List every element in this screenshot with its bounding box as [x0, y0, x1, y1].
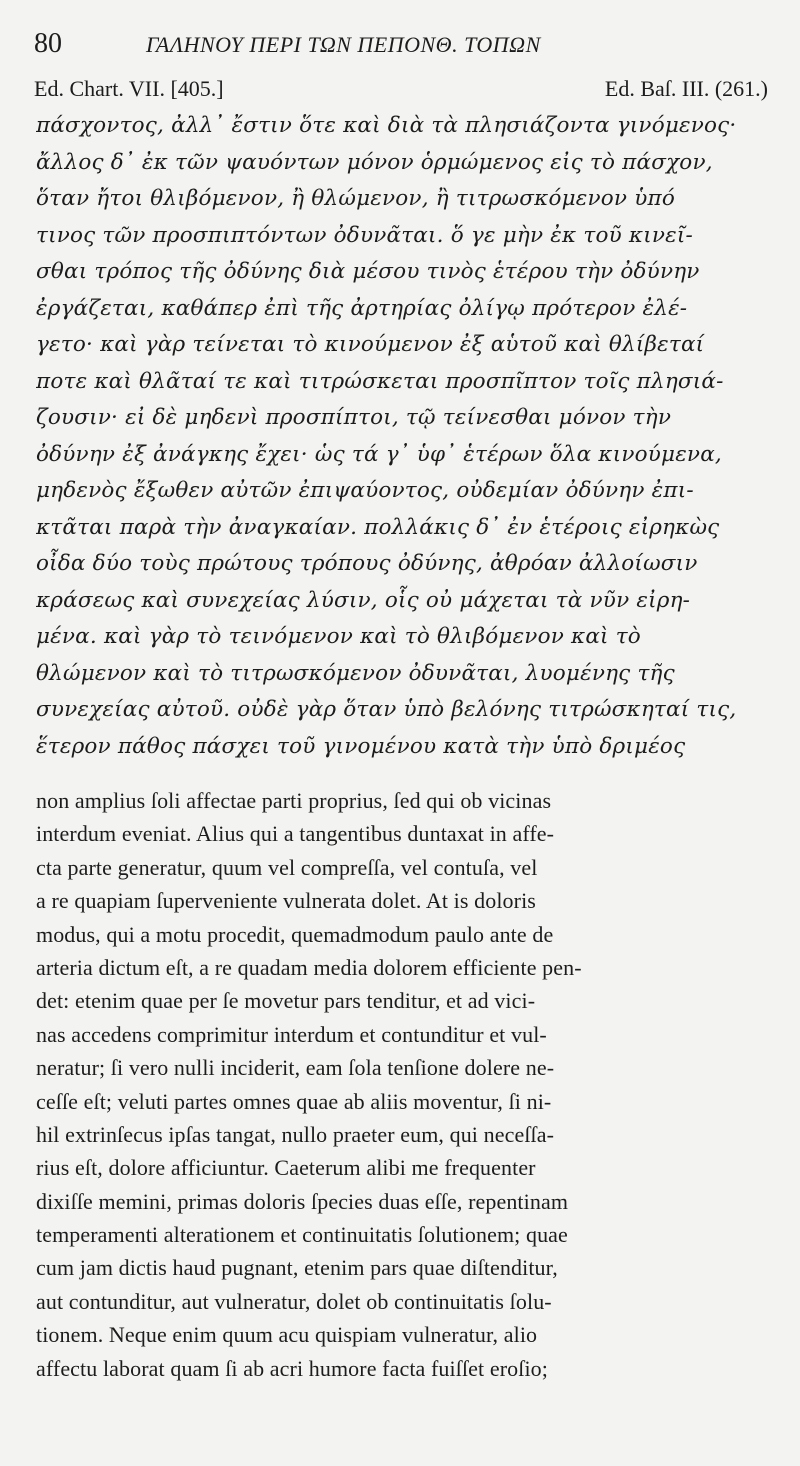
latin-line: hil extrinſecus ipſas tangat, nullo praeter eum, qui neceſſa-: [36, 1121, 555, 1147]
latin-line: rius eſt, dolore afficiuntur. Caeterum alibi me frequenter: [36, 1155, 536, 1181]
greek-text-block: [36, 108, 766, 765]
greek-line: ποτε καὶ θλᾶταί τε καὶ τιτρώσκεται προσπῖπτον τοῖς πλησιά-: [36, 368, 724, 394]
latin-line: ceſſe eſt; veluti partes omnes quae ab aliis moventur, ſi ni-: [36, 1088, 552, 1114]
greek-line: ἕτερον πάθος πάσχει τοῦ γινομένου κατὰ τὴν ὑπὸ δριμέος: [36, 733, 686, 759]
latin-line: non amplius ſoli affectae parti proprius, ſed qui ob vicinas: [36, 788, 552, 813]
latin-line: affectu laborat quam ſi ab acri humore facta fuiſſet eroſio;: [36, 1355, 548, 1381]
greek-line: μηδενὸς ἔξωθεν αὐτῶν ἐπιψαύοντος, οὐδεμίαν ὀδύνην ἐπι-: [36, 478, 694, 503]
greek-line: ζουσιν· εἰ δὲ μηδενὶ προσπίπτοι, τῷ τείνεσθαι μόνον τὴν: [36, 405, 672, 430]
page-number: 80: [34, 28, 62, 59]
greek-line: οἶδα δύο τοὺς πρώτους τρόπους ὀδύνης, ἀθρόαν ἀλλοίωσιν: [36, 551, 698, 576]
latin-line: cta parte generatur, quum vel compreſſa, vel contuſa, vel: [36, 854, 538, 880]
running-head: [34, 28, 774, 68]
greek-line: σθαι τρόπος τῆς ὀδύνης διὰ μέσου τινὸς ἑτέρου τὴν ὀδύνην: [36, 259, 700, 284]
greek-line: τινος τῶν προσπιπτόντων ὀδυνᾶται. ὅ γε μὴν ἐκ τοῦ κινεῖ-: [36, 222, 693, 248]
latin-line: neratur; ſi vero nulli inciderit, eam ſola tenſione dolere ne-: [36, 1055, 555, 1081]
latin-line: interdum eveniat. Alius qui a tangentibus duntaxat in affe-: [36, 821, 555, 847]
edition-basel-ref: Ed. Baſ. III. (261.): [604, 76, 768, 101]
greek-line: ὀδύνην ἐξ ἀνάγκης ἔχει· ὡς τά γ᾽ ὑφ᾽ ἑτέρων ὅλα κινούμενα,: [36, 441, 722, 467]
latin-line: modus, qui a motu procedit, quemadmodum paulo ante de: [36, 921, 554, 947]
latin-line: aut contunditur, aut vulneratur, dolet ob continuitatis ſolu-: [36, 1288, 552, 1314]
greek-line: μένα. καὶ γὰρ τὸ τεινόμενον καὶ τὸ θλιβόμενον καὶ τὸ: [36, 624, 641, 649]
edition-references: [34, 76, 768, 108]
latin-line: det: etenim quae per ſe movetur pars tenditur, et ad vici-: [36, 988, 536, 1014]
latin-text-block: [36, 784, 766, 1385]
edition-chartier-ref: Ed. Chart. VII. [405.]: [34, 76, 224, 101]
latin-line: dixiſſe memini, primas doloris ſpecies duas eſſe, repentinam: [36, 1188, 569, 1214]
latin-line: tionem. Neque enim quum acu quispiam vulneratur, alio: [36, 1322, 538, 1348]
greek-line: κράσεως καὶ συνεχείας λύσιν, οἷς οὐ μάχεται τὰ νῦν εἰρη-: [36, 587, 691, 613]
latin-line: arteria dictum eſt, a re quadam media dolorem efficiente pen-: [36, 954, 582, 980]
greek-line: ἄλλος δ᾽ ἐκ τῶν ψαυόντων μόνον ὁρμώμενος εἰς τὸ πάσχον,: [36, 149, 713, 175]
greek-line: πάσχοντος, ἀλλ᾽ ἔστιν ὅτε καὶ διὰ τὰ πλησιάζοντα γινόμενος·: [36, 113, 737, 138]
latin-line: nas accedens comprimitur interdum et contunditur et vul-: [36, 1021, 547, 1047]
greek-line: συνεχείας αὐτοῦ. οὐδὲ γὰρ ὅταν ὑπὸ βελόνης τιτρώσκηταί τις,: [36, 697, 737, 722]
greek-line: θλώμενον καὶ τὸ τιτρωσκόμενον ὀδυνᾶται, λυομένης τῆς: [36, 660, 675, 686]
latin-line: temperamenti alterationem et continuitatis ſolutionem; quae: [36, 1222, 568, 1248]
running-title: ΓΑΛΗΝΟΥ ΠΕΡΙ ΤΩΝ ΠΕΠΟΝΘ. ΤΟΠΩΝ: [146, 32, 541, 57]
greek-line: κτᾶται παρὰ τὴν ἀναγκαίαν. πολλάκις δ᾽ ἐν ἑτέροις εἰρηκὼς: [36, 514, 720, 540]
greek-line: ὅταν ἤτοι θλιβόμενον, ἢ θλώμενον, ἢ τιτρωσκόμενον ὑπό: [36, 186, 675, 211]
latin-line: a re quapiam ſuperveniente vulnerata dolet. At is doloris: [36, 888, 536, 914]
greek-line: ἐργάζεται, καθάπερ ἐπὶ τῆς ἀρτηρίας ὀλίγῳ πρότερον ἐλέ-: [36, 295, 688, 321]
latin-line: cum jam dictis haud pugnant, etenim pars quae diſtenditur,: [36, 1255, 558, 1281]
greek-line: γετο· καὶ γὰρ τείνεται τὸ κινούμενον ἐξ αὑτοῦ καὶ θλίβεταί: [36, 332, 705, 357]
